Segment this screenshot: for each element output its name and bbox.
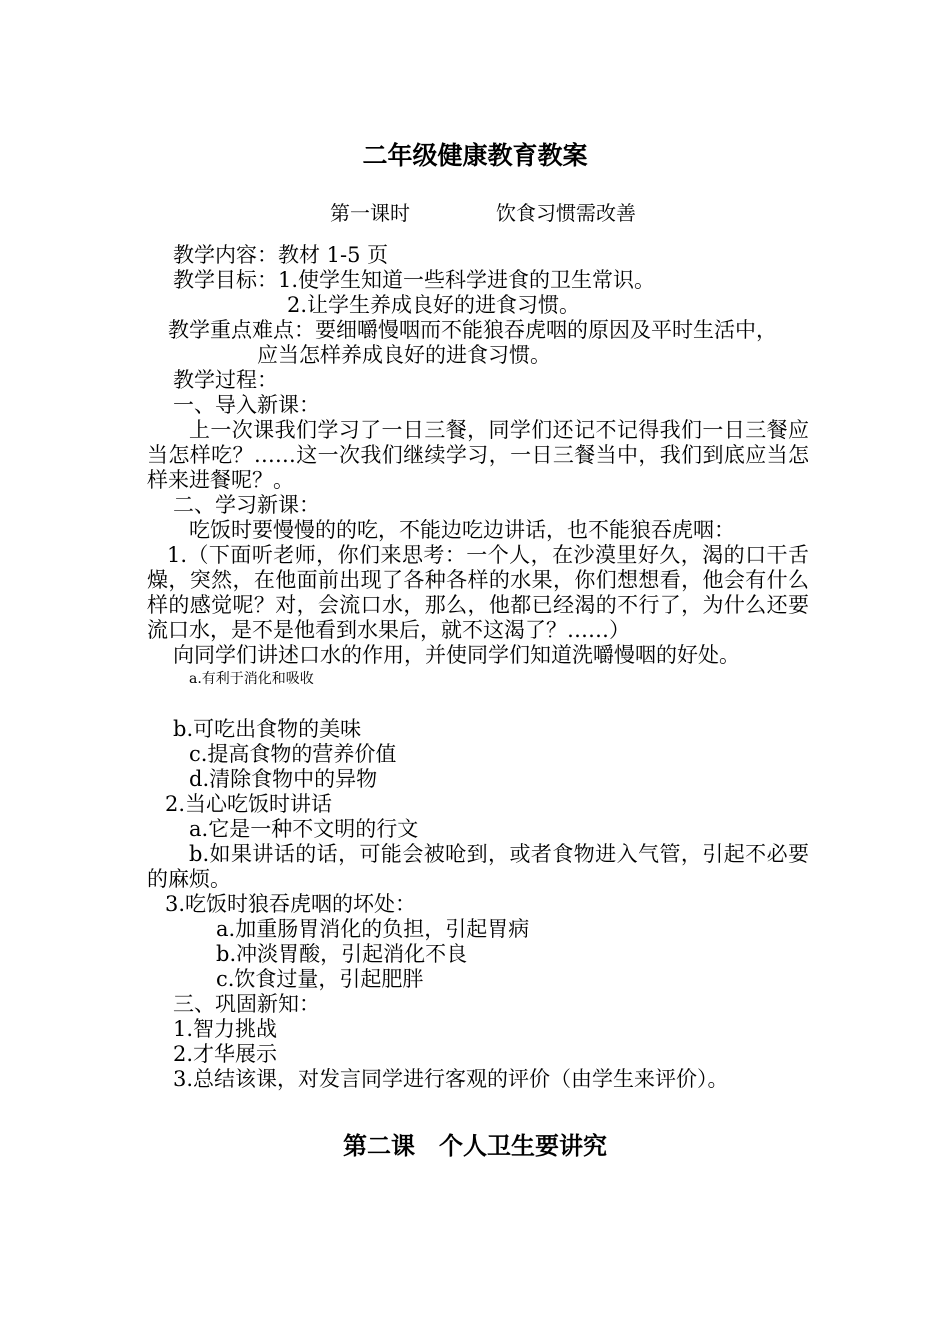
key-points-1: 教学重点难点：要细嚼慢咽而不能狼吞虎咽的原因及平时生活中， bbox=[168, 318, 777, 342]
section-3-heading: 三、巩固新知： bbox=[173, 992, 320, 1016]
section-2-intro: 吃饭时要慢慢的的吃，不能边吃边讲话，也不能狼吞虎咽： bbox=[189, 518, 735, 542]
point-1-item-c: c.提高食物的营养价值 bbox=[189, 742, 397, 766]
teaching-goal-2: 2.让学生养成良好的进食习惯。 bbox=[287, 293, 581, 317]
document-title: 二年级健康教育教案 bbox=[362, 141, 588, 170]
teaching-content: 教学内容：教材 1-5 页 bbox=[173, 243, 389, 267]
section-1-paragraph: 上一次课我们学习了一日三餐，同学们还记不记得我们一日三餐应当怎样吃？……这一次我们继续学习，一日三餐当中，我们到底应当怎样来进餐呢？。 bbox=[147, 418, 809, 492]
process-heading: 教学过程： bbox=[173, 368, 278, 392]
point-1-paragraph: 1.（下面听老师，你们来思考：一个人，在沙漠里好久，渴的口干舌燥，突然，在他面前出现了各种各样的水果，你们想想看，他会有什么样的感觉呢？对，会流口水，那么，他都已经渴的不行了，为什么还要流口水，是不是他看到水果后，就不这渴了？……） bbox=[147, 543, 809, 642]
point-2-item-b: b.如果讲话的话，可能会被呛到，或者食物进入气管，引起不必要的麻烦。 bbox=[147, 842, 809, 891]
section-1-heading: 一、导入新课： bbox=[173, 393, 320, 417]
point-3-item-c: c.饮食过量，引起肥胖 bbox=[216, 967, 424, 991]
section-3-item-3: 3.总结该课，对发言同学进行客观的评价（由学生来评价）。 bbox=[173, 1067, 729, 1091]
section-3-item-2: 2.才华展示 bbox=[173, 1042, 278, 1066]
point-3-item-a: a.加重肠胃消化的负担，引起胃病 bbox=[216, 917, 530, 941]
point-1-item-a: a.有利于消化和吸收 bbox=[189, 671, 314, 687]
point-2-heading: 2.当心吃饭时讲话 bbox=[165, 792, 333, 816]
lesson-name: 饮食习惯需改善 bbox=[496, 201, 636, 225]
lesson-number: 第一课时 bbox=[330, 201, 410, 225]
key-points-2: 应当怎样养成良好的进食习惯。 bbox=[257, 343, 551, 367]
point-3-heading: 3.吃饭时狼吞虎咽的坏处： bbox=[165, 892, 417, 916]
point-2-item-a: a.它是一种不文明的行文 bbox=[189, 817, 419, 841]
section-2-heading: 二、学习新课： bbox=[173, 493, 320, 517]
point-1-item-d: d.清除食物中的异物 bbox=[189, 767, 378, 791]
lesson-2-title: 第二课 个人卫生要讲究 bbox=[343, 1131, 607, 1160]
point-3-item-b: b.冲淡胃酸，引起消化不良 bbox=[216, 942, 468, 966]
teaching-goal-1: 教学目标：1.使学生知道一些科学进食的卫生常识。 bbox=[173, 268, 656, 292]
point-1-explain: 向同学们讲述口水的作用，并使同学们知道洗嚼慢咽的好处。 bbox=[173, 643, 740, 667]
point-1-item-b: b.可吃出食物的美味 bbox=[173, 717, 362, 741]
section-3-item-1: 1.智力挑战 bbox=[173, 1017, 278, 1041]
